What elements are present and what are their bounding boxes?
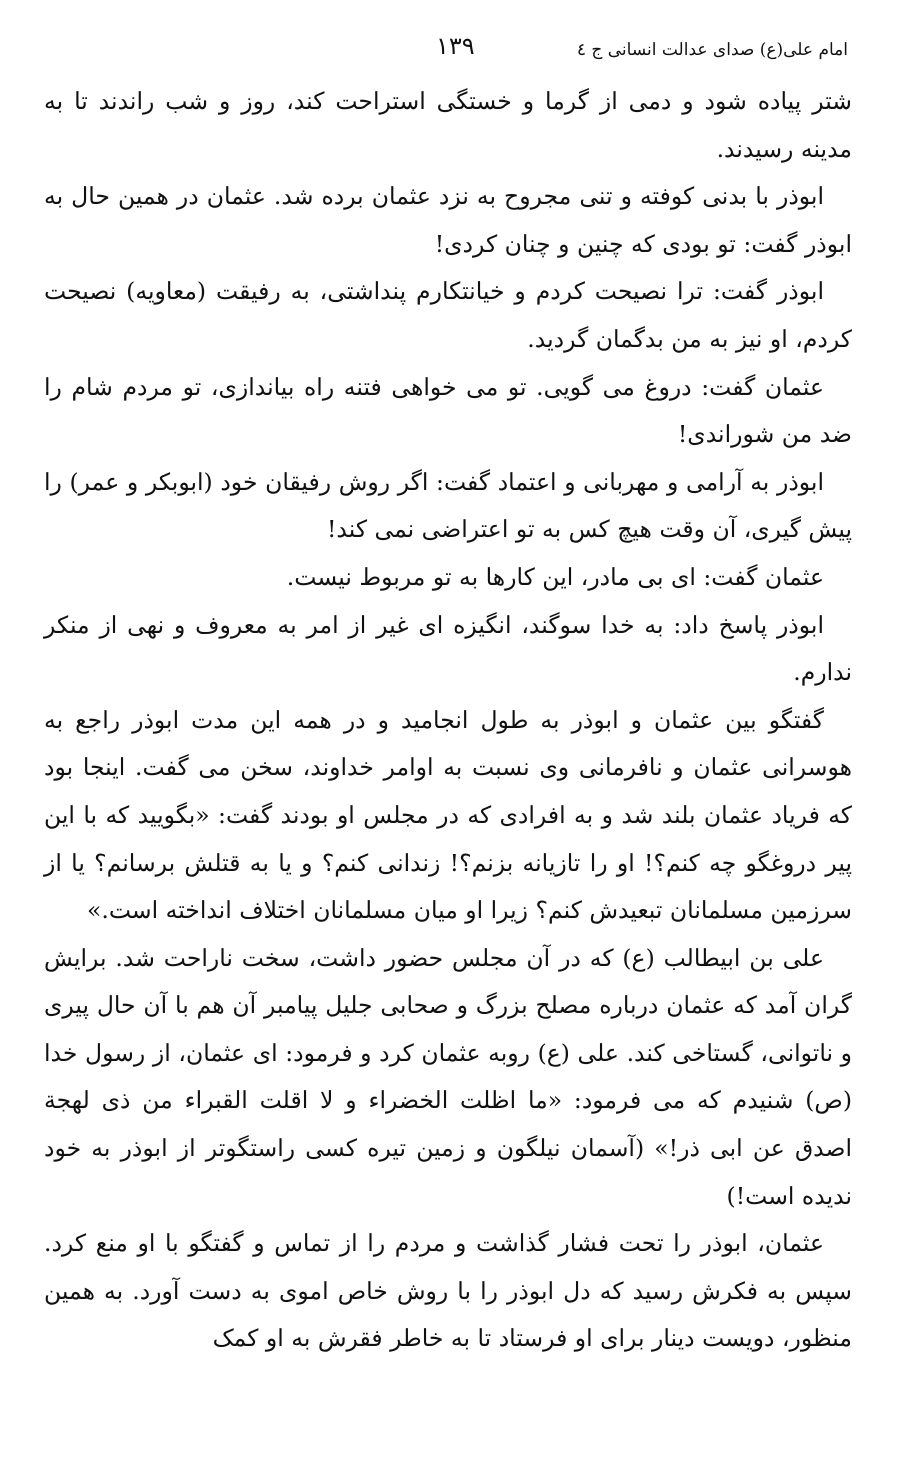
- paragraph-5: ابوذر به آرامی و مهربانی و اعتماد گفت: اگر روش رفیقان خود (ابوبکر و عمر) را پیش گیری، آن وقت هیچ کس به تو اعتراضی نمی کند!: [44, 467, 852, 544]
- paragraph-7: ابوذر پاسخ داد: به خدا سوگند، انگیزه ای غیر از امر به معروف و نهی از منکر ندارم.: [44, 610, 852, 687]
- page-header: [44, 22, 852, 78]
- paragraph-4: عثمان گفت: دروغ می گویی. تو می خواهی فتنه راه بیاندازی، تو مردم شام را ضد من شوراندی!: [44, 372, 852, 449]
- paragraph-6: عثمان گفت: ای بی مادر، این کارها به تو مربوط نیست.: [286, 562, 824, 591]
- paragraph-1: شتر پیاده شود و دمی از گرما و خستگی استراحت کند، روز و شب راندند تا به مدینه رسیدند.: [44, 87, 852, 163]
- paragraph-2: ابوذر با بدنی کوفته و تنی مجروح به نزد عثمان برده شد. عثمان در همین حال به ابوذر گفت: تو بودی که چنین و چنان کردی!: [44, 182, 852, 258]
- book-title: امام علی(ع) صدای عدالت انسانی ج ٤: [576, 40, 848, 60]
- paragraph-8: گفتگو بین عثمان و ابوذر به طول انجامید و در همه این مدت ابوذر راجع به هوسرانی عثمان و نافرمانی وی نسبت به اوامر خداوند، سخن می گفت. اینجا بود که فریاد عثمان بلند شد و به افرادی که در مجلس او بودند گفت: «بگویید که با این پیر دروغگو چه کنم؟! او را تازیانه بزنم؟! زندانی کنم؟ و یا به قتلش برسانم؟ یا از سرزمین مسلمانان تبعیدش کنم؟ زیرا او میان مسلمانان اختلاف انداخته است.»: [44, 705, 852, 925]
- page-number: ١٣٩: [436, 32, 475, 60]
- body-text: [44, 78, 852, 1363]
- paragraph-9: علی بن ابیطالب (ع) که در آن مجلس حضور داشت، سخت ناراحت شد. برایش گران آمد که عثمان درباره مصلح بزرگ و صحابی جلیل پیامبر آن هم با آن حال پیری و ناتوانی، گستاخی کند. علی (ع) روبه عثمان کرد و فرمود: ای عثمان، از رسول خدا (ص) شنیدم که می فرمود: «ما اظلت الخضراء و لا اقلت القبراء من ذی لهجة اصدق عن ابی ذر!» (آسمان نیلگون و زمین تیره کسی راستگوتر از ابوذر به خود ندیده است!): [44, 943, 852, 1210]
- paragraph-3: ابوذر گفت: ترا نصیحت کردم و خیانتکارم پنداشتی، به رفیقت (معاویه) نصیحت کردم، او نیز به من بدگمان گردید.: [44, 277, 852, 353]
- paragraph-10: عثمان، ابوذر را تحت فشار گذاشت و مردم را از تماس و گفتگو با او منع کرد. سپس به فکرش رسید که دل ابوذر را با روش خاص اموی به دست آورد. به همین منظور، دویست دینار برای او فرستاد تا به خاطر فقرش به او کمک: [44, 1229, 852, 1353]
